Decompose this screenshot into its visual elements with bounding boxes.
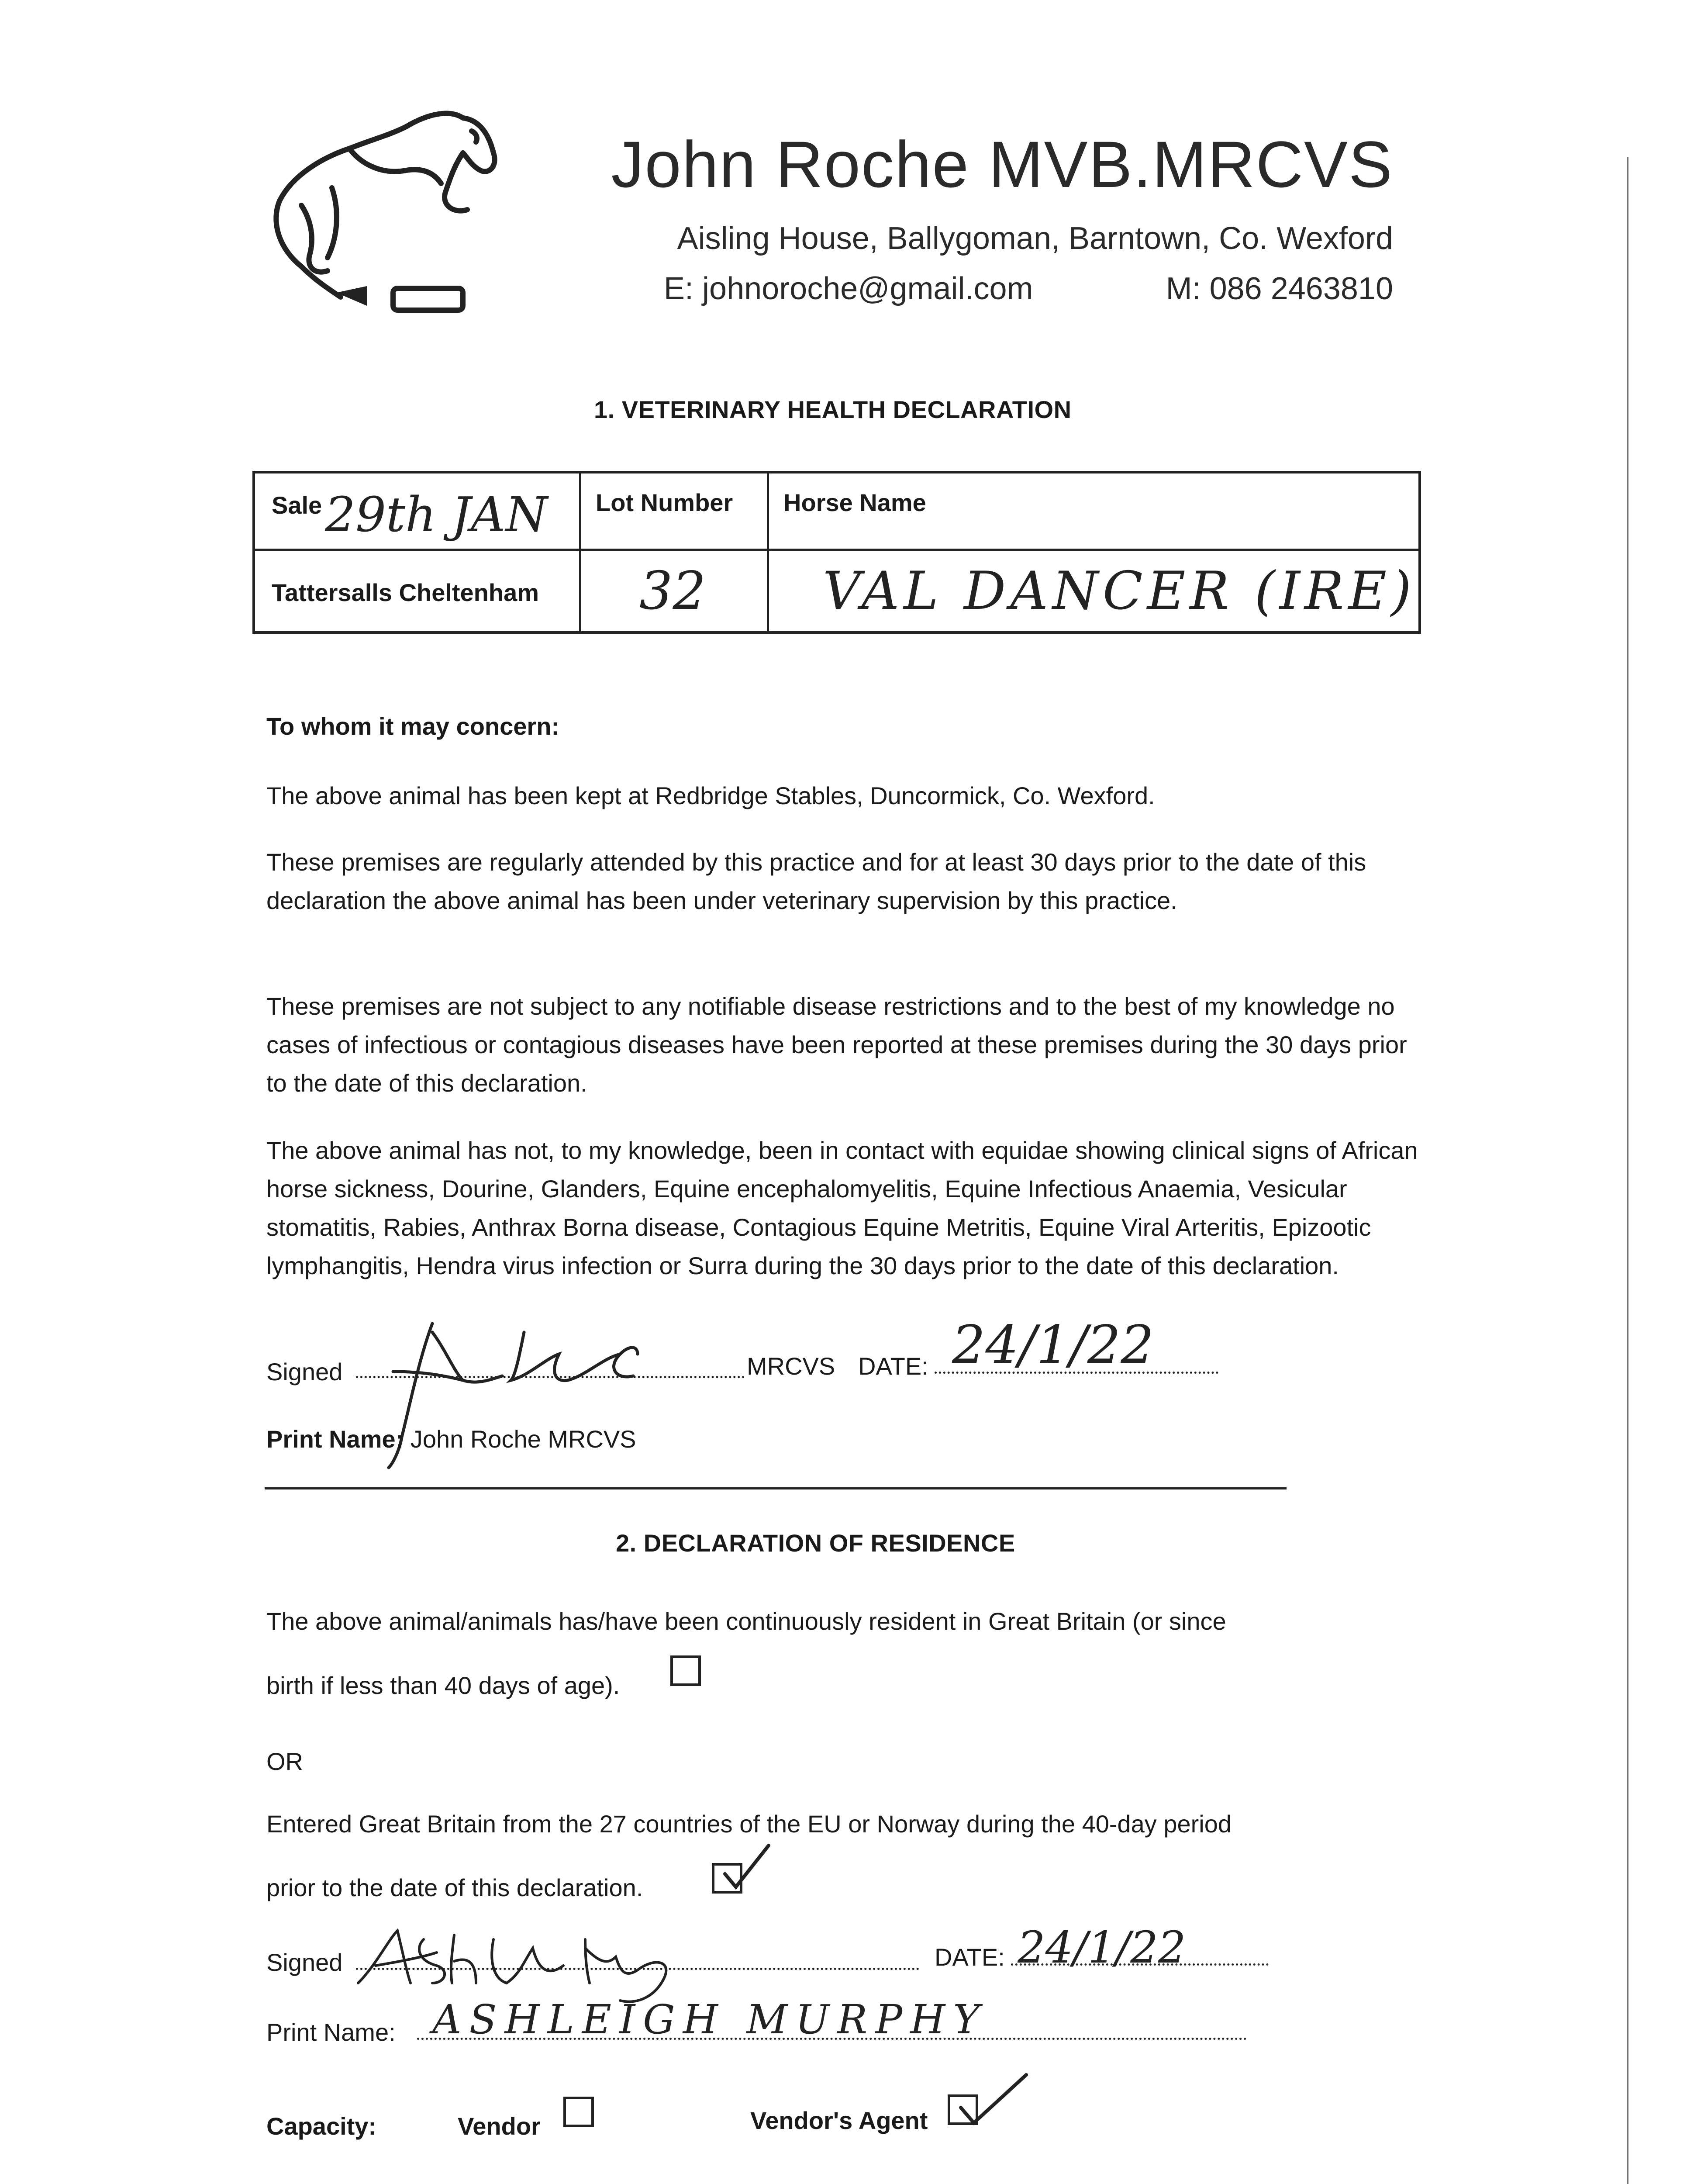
section1-signed-label: Signed bbox=[266, 1358, 343, 1386]
section-divider bbox=[265, 1487, 1287, 1489]
residence-option2-line2: prior to the date of this declaration. bbox=[266, 1874, 643, 1901]
section2-signed-label: Signed bbox=[266, 1949, 343, 1976]
practitioner-name: John Roche MVB.MRCVS bbox=[611, 128, 1393, 201]
paragraph-no-restrictions: These premises are not subject to any notifiable disease restrictions and to the best of my knowledge no cases of infectious or contagious diseases have been reported at these premises during the 30 days prior to the date of this declaration. bbox=[266, 992, 1407, 1097]
scan-edge-line bbox=[1627, 157, 1628, 2184]
residence-option1-line2: birth if less than 40 days of age). bbox=[266, 1672, 620, 1699]
option2-check-icon bbox=[716, 1839, 777, 1896]
section1-title: 1. VETERINARY HEALTH DECLARATION bbox=[594, 396, 1072, 423]
sale-date-handwritten: 29th JAN bbox=[325, 487, 548, 543]
section1-print-name-label: Print Name: bbox=[266, 1425, 404, 1453]
lot-number-label: Lot Number bbox=[596, 489, 733, 516]
paragraph-kept-at: The above animal has been kept at Redbridge Stables, Duncormick, Co. Wexford. bbox=[266, 782, 1155, 809]
lot-number-handwritten: 32 bbox=[639, 561, 706, 622]
section1-print-name-value: John Roche MRCVS bbox=[410, 1425, 636, 1453]
section1-date-label: DATE: bbox=[858, 1352, 928, 1380]
section1-print-name bbox=[266, 1425, 636, 1453]
section2-date-handwritten: 24/1/22 bbox=[1018, 1922, 1186, 1973]
section2-print-name-label: Print Name: bbox=[266, 2018, 396, 2046]
section2-print-name-handwritten: ASHLEIGH MURPHY bbox=[432, 1996, 988, 2043]
practice-email: E: johnoroche@gmail.com bbox=[664, 271, 1033, 306]
vendors-agent-check-icon bbox=[952, 2068, 1031, 2134]
residence-option1-line1: The above animal/animals has/have been continuously resident in Great Britain (or since bbox=[266, 1607, 1226, 1635]
sale-label: Sale bbox=[272, 491, 322, 519]
option1-checkbox[interactable] bbox=[670, 1655, 701, 1686]
residence-option2-line1: Entered Great Britain from the 27 countries of the EU or Norway during the 40-day period bbox=[266, 1810, 1232, 1838]
sale-details-table bbox=[252, 471, 1421, 634]
practice-address: Aisling House, Ballygoman, Barntown, Co. Wexford bbox=[677, 221, 1393, 256]
practice-mobile: M: 086 2463810 bbox=[1166, 271, 1393, 306]
section2-title: 2. DECLARATION OF RESIDENCE bbox=[616, 1529, 1015, 1557]
vendors-agent-label: Vendor's Agent bbox=[750, 2107, 928, 2134]
paragraph-no-contact: The above animal has not, to my knowledge, been in contact with equidae showing clinical signs of African horse sickness, Dourine, Glanders, Equine encephalomyelitis, Equine Infectious Anaemia, Vesicular stomatitis, Rabies, Anthrax Borna disease, Contagious Equine Metritis, Equine Viral Arteritis, Epizootic lymphangitis, Hendra virus infection or Surra during the 30 days prior to the date of this declaration. bbox=[266, 1137, 1418, 1279]
vendor-checkbox[interactable] bbox=[563, 2097, 594, 2127]
section2-date-label: DATE: bbox=[935, 1943, 1005, 1971]
capacity-label: Capacity: bbox=[266, 2112, 377, 2140]
horse-name-label: Horse Name bbox=[783, 489, 926, 516]
section1-date-handwritten: 24/1/22 bbox=[952, 1315, 1154, 1375]
paragraph-supervision: These premises are regularly attended by this practice and for at least 30 days prior to the date of this declaration the above animal has been under veterinary supervision by this practice. bbox=[266, 848, 1366, 914]
horse-name-handwritten: VAL DANCER (IRE) bbox=[823, 561, 1416, 622]
salutation: To whom it may concern: bbox=[266, 712, 560, 740]
mrcvs-label: MRCVS bbox=[747, 1352, 835, 1380]
sale-venue: Tattersalls Cheltenham bbox=[272, 579, 539, 606]
horse-logo bbox=[262, 100, 515, 319]
or-label: OR bbox=[266, 1748, 303, 1775]
vendor-label: Vendor bbox=[458, 2112, 541, 2140]
